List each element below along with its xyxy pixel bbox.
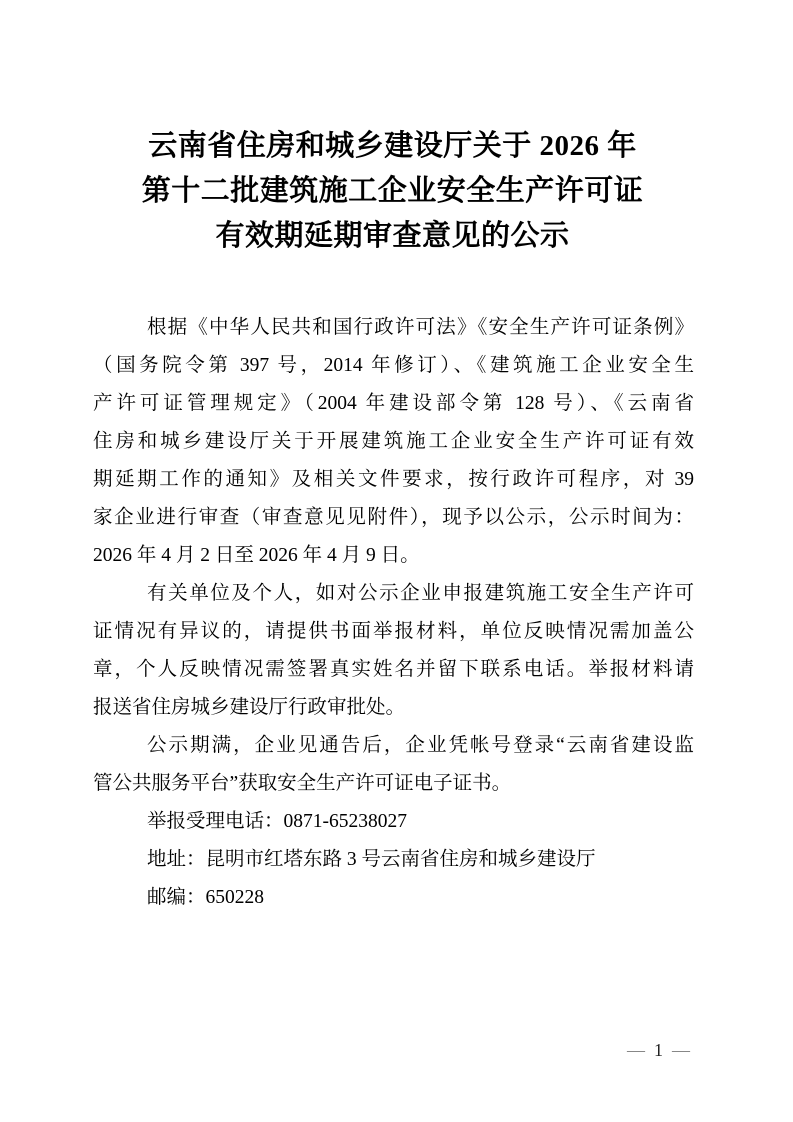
text-line: 期延期工作的通知》及相关文件要求，按行政许可程序，对 39	[93, 469, 694, 490]
text-line: （国务院令第 397 号，2014 年修订）、《建筑施工企业安全生	[93, 355, 694, 376]
text-line: 2026 年 4 月 2 日至 2026 年 4 月 9 日。	[93, 545, 420, 566]
postal-code-line: 邮编：650228	[147, 887, 265, 908]
title-line-3: 有效期延期审查意见的公示	[215, 220, 570, 252]
document-body	[93, 309, 694, 917]
text-line: 报送省住房城乡建设厅行政审批处。	[93, 697, 406, 718]
text-line: 有关单位及个人，如对公示企业申报建筑施工安全生产许可	[147, 583, 694, 604]
text-line: 根据《中华人民共和国行政许可法》《安全生产许可证条例》	[147, 317, 694, 338]
paragraph-address	[93, 841, 694, 879]
title-line-2: 第十二批建筑施工企业安全生产许可证	[141, 175, 644, 207]
text-line: 住房和城乡建设厅关于开展建筑施工企业安全生产许可证有效	[93, 431, 694, 452]
text-line: 产许可证管理规定》（2004 年建设部令第 128 号）、《云南省	[93, 393, 694, 414]
page-footer	[627, 1038, 690, 1062]
text-line: 公示期满，企业见通告后，企业凭帐号登录“云南省建设监	[147, 735, 694, 756]
text-line: 章，个人反映情况需签署真实姓名并留下联系电话。举报材料请	[93, 659, 694, 680]
paragraph-postal-code	[93, 879, 694, 917]
text-line: 证情况有异议的，请提供书面举报材料，单位反映情况需加盖公	[93, 621, 694, 642]
footer-dash-right: —	[672, 1040, 690, 1060]
document-title	[90, 124, 695, 259]
address-line: 地址：昆明市红塔东路 3 号云南省住房和城乡建设厅	[147, 849, 596, 870]
paragraph-objection-instructions	[93, 575, 694, 727]
text-line: 家企业进行审查（审查意见见附件），现予以公示，公示时间为：	[93, 507, 694, 528]
paragraph-report-phone	[93, 803, 694, 841]
report-phone-line: 举报受理电话：0871-65238027	[147, 811, 407, 832]
title-line-1: 云南省住房和城乡建设厅关于 2026 年	[148, 130, 637, 162]
page-number: 1	[654, 1040, 663, 1060]
footer-dash-left: —	[627, 1040, 645, 1060]
paragraph-legal-basis	[93, 309, 694, 575]
paragraph-certificate-retrieval	[93, 727, 694, 803]
text-line: 管公共服务平台”获取安全生产许可证电子证书。	[93, 773, 512, 794]
